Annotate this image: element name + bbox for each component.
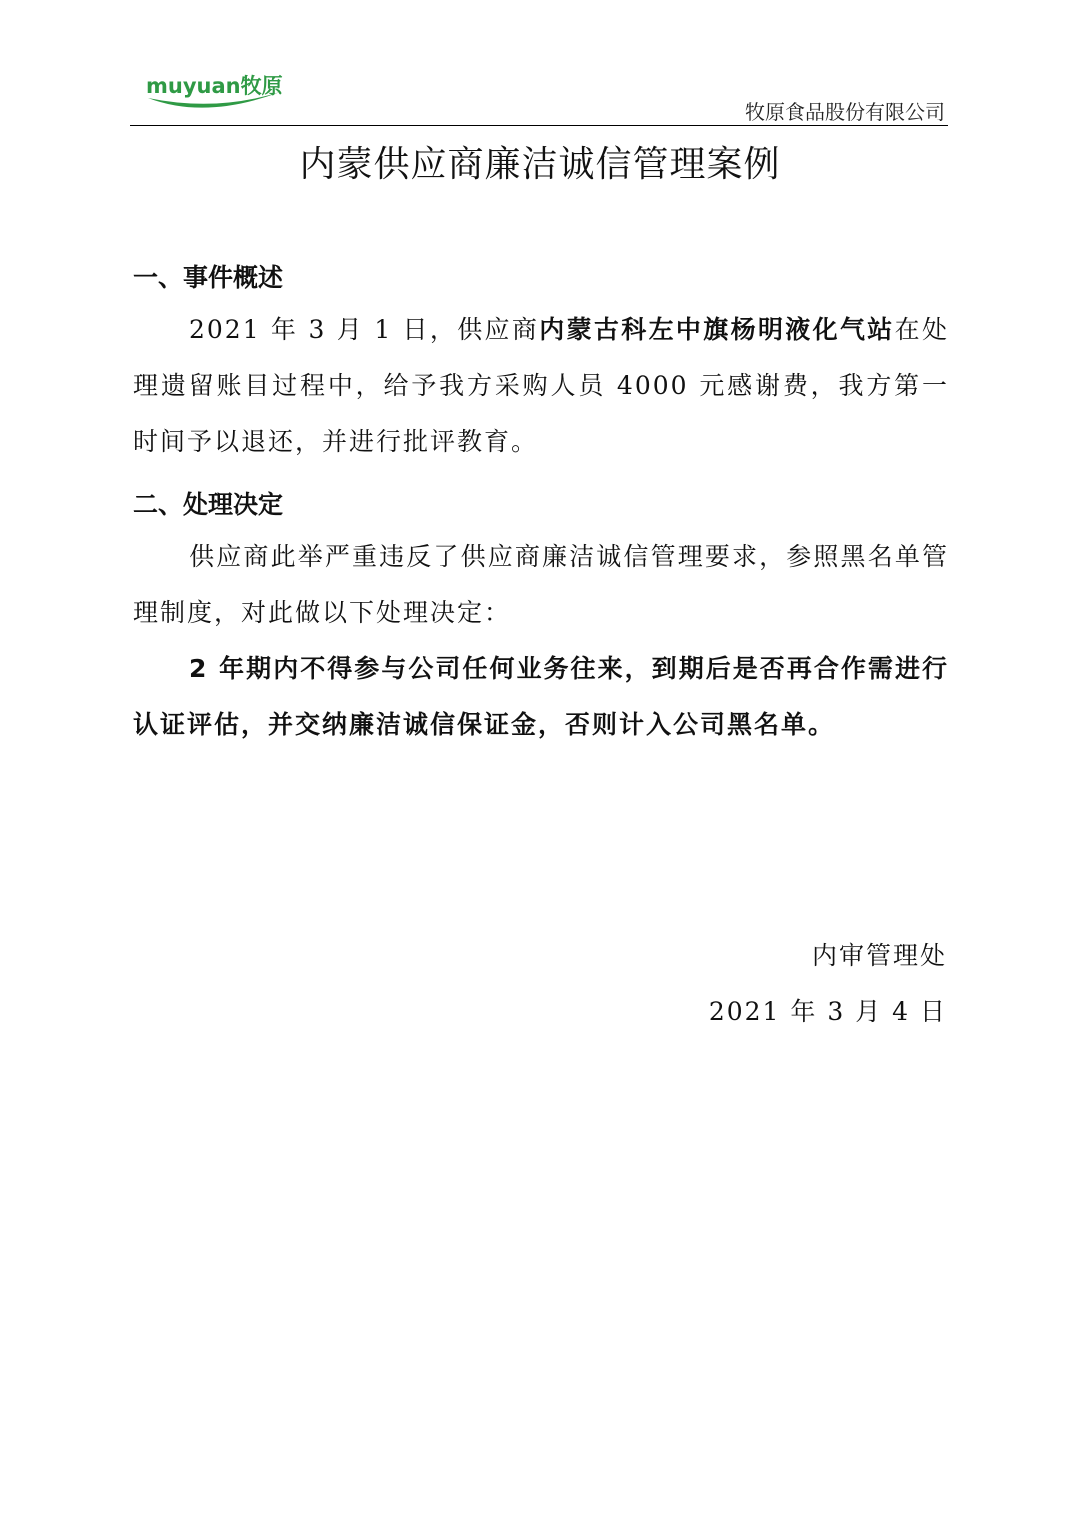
signature-date: 2021 年 3 月 4 日 [708, 997, 947, 1026]
muyuan-logo [146, 68, 286, 120]
decision-paragraph [133, 641, 949, 753]
logo-swoosh-icon [146, 86, 286, 116]
signature-department: 内审管理处 [811, 941, 947, 970]
overview-text-end: 在处理遗留账目过程中，给予我方采购人员 4000 元感谢费，我方第一时间予以退还，并进行批评教育。 [133, 315, 949, 456]
overview-text-start: 2021 年 3 月 1 日，供应商 [189, 315, 540, 344]
decision-text: 2 年期内不得参与公司任何业务往来，到期后是否再合作需进行认证评估，并交纳廉洁诚信保证金，否则计入公司黑名单。 [133, 654, 949, 739]
overview-paragraph [133, 302, 949, 470]
decision-intro-text: 供应商此举严重违反了供应商廉洁诚信管理要求，参照黑名单管理制度，对此做以下处理决定： [133, 542, 949, 627]
decision-intro-paragraph [133, 529, 949, 641]
logo-text: muyuan牧原 [146, 74, 283, 98]
page-title: 内蒙供应商廉洁诚信管理案例 [299, 144, 781, 185]
company-name: 牧原食品股份有限公司 [745, 100, 945, 124]
section-heading-overview: 一、事件概述 [133, 263, 284, 292]
supplier-name: 内蒙古科左中旗杨明液化气站 [539, 315, 895, 344]
section-heading-decision: 二、处理决定 [133, 490, 284, 519]
header-divider [130, 125, 948, 126]
